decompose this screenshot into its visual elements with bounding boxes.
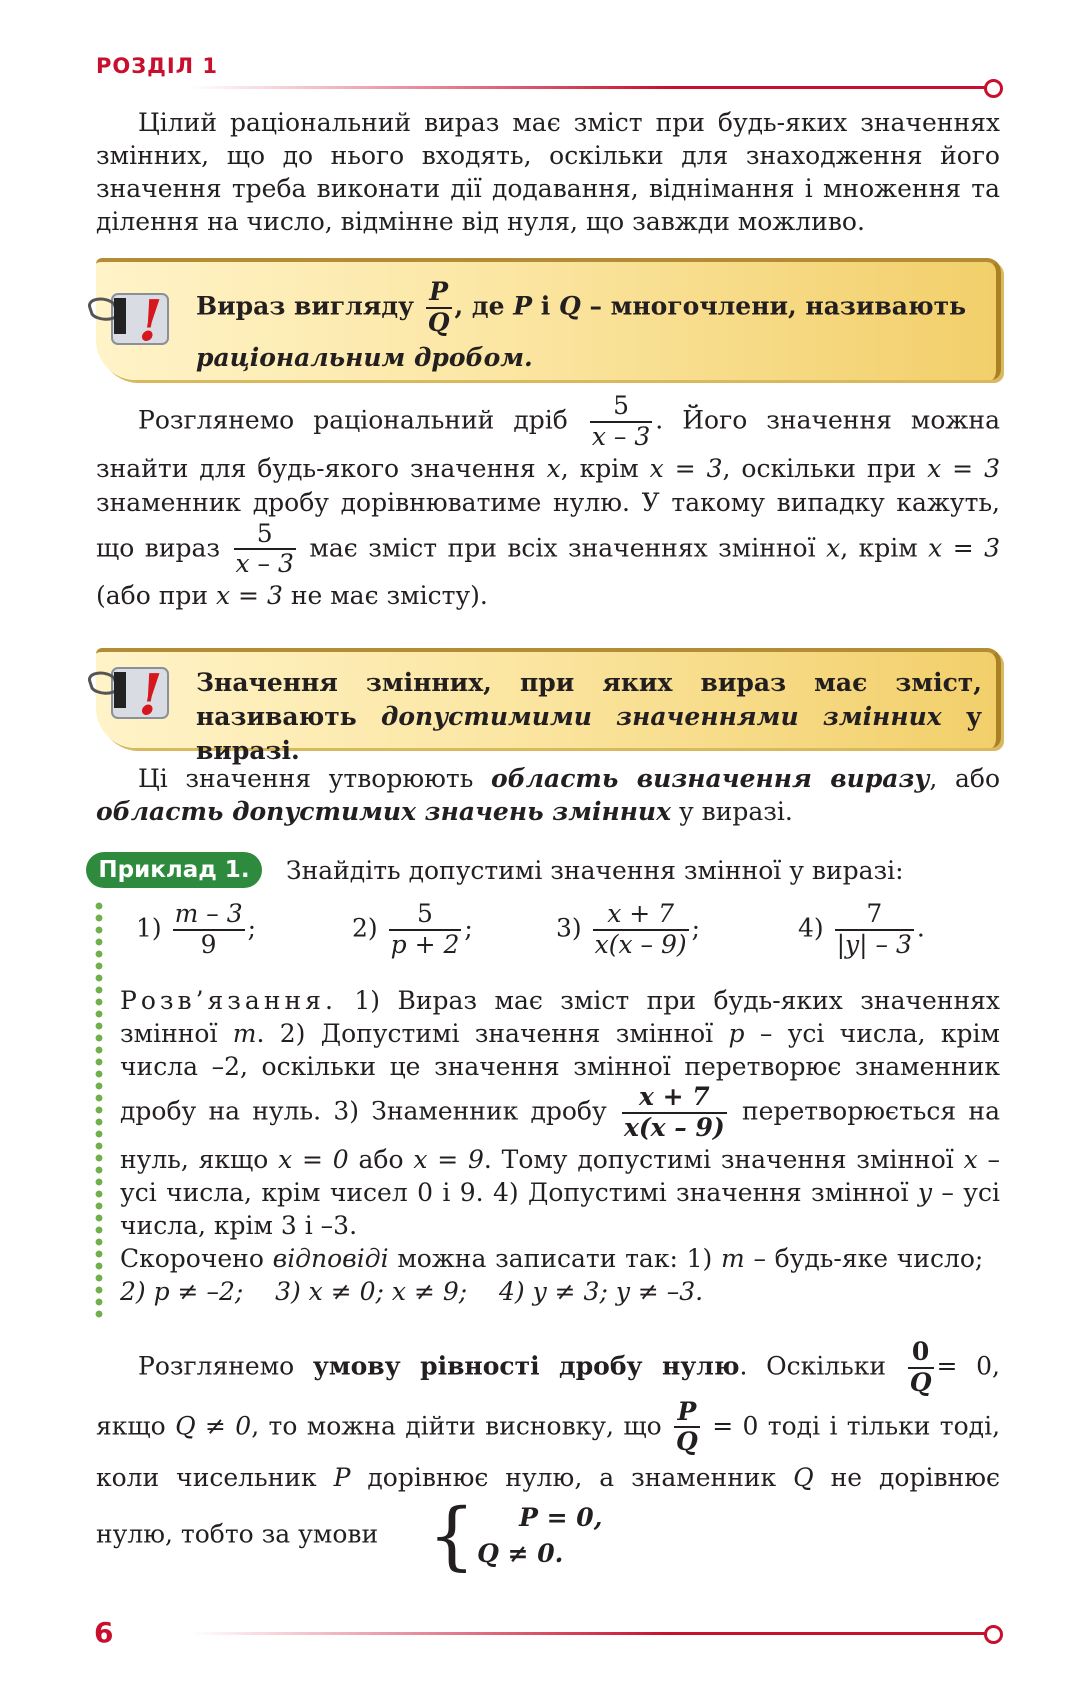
expression-3: 3) $\frac{x + 7}{x(x - 9)}$ ;: [556, 899, 701, 959]
definition-admissible-values: [96, 648, 1001, 765]
fraction-0-over-q: $\frac{0}{Q}$: [909, 1337, 932, 1397]
term-admissible-values: допустимими значеннями змінних: [380, 702, 942, 731]
fraction-x-plus-7: $\frac{x + 7}{x(x - 9)}$: [623, 1082, 725, 1142]
definition-text: Значення змінних, при яких вираз має зміст, називають допустимими значеннями змінних у виразі.: [196, 668, 982, 765]
paperclip-exclamation-icon: [84, 658, 184, 730]
zero-fraction-paragraph: Розглянемо умову рівності дробу нулю. Оскільки $\frac{0}{Q}$ = 0, якщо Q ≠ 0, то можна дійти висновку, що $\frac{P}{Q}$ = 0 тоді і тільки тоді, коли чисельник P дорівнює нулю, а знаменник Q не дорівнює нулю, тобто за умови { P = 0, Q ≠ 0.: [96, 1337, 1001, 1579]
fraction-5-over-x-minus-3: $\frac{5}{x - 3}$: [591, 391, 651, 451]
definition-text: Вираз вигляду $\frac{P}{Q}$ , де P і Q – многочлени, називають раціональним дробом.: [196, 277, 967, 372]
condition-system: P = 0, Q ≠ 0.: [477, 1503, 603, 1568]
footer-rule: [190, 1632, 988, 1635]
example-task: Знайдіть допустимі значення змінної у виразі:: [286, 856, 904, 885]
definition-rational-fraction: [96, 258, 1001, 380]
header-rule: [190, 86, 988, 89]
expression-2: 2) $\frac{5}{p + 2}$ ;: [352, 899, 473, 959]
svg-text:!: !: [138, 662, 163, 728]
term-rational-fraction: раціональним дробом.: [196, 342, 533, 372]
example-badge: Приклад 1.: [86, 852, 262, 888]
domain-paragraph: Ці значення утворюють область визначення виразу, або область допустимих значень змінних у виразі.: [96, 764, 1001, 826]
example-fraction-paragraph: Розглянемо раціональний дріб $\frac{5}{x - 3}$ . Його значення можна знайти для будь-якого значення x, крім x = 3, оскільки при x = 3 знаменник дробу дорівнюватиме нулю. У такому випадку кажуть, що вираз $\frac{5}{x - 3}$ має зміст при всіх значеннях змінної x, крім x = 3 (або при x = 3 не має змісту).: [96, 391, 1001, 610]
example-dotted-marker: [94, 900, 104, 1320]
header-rule-end: [984, 79, 1003, 98]
page-number: 6: [94, 1616, 114, 1649]
fraction-p-over-q: $\frac{P}{Q}$: [427, 277, 450, 337]
expression-4: 4) $\frac{7}{|y| - 3}$ .: [798, 899, 925, 959]
solution-word: Розв’язання.: [120, 986, 337, 1015]
example-expressions: [136, 892, 996, 978]
fraction-5-over-x-minus-3: $\frac{5}{x - 3}$: [235, 518, 294, 579]
footer-rule-end: [984, 1625, 1003, 1644]
expression-1: 1) $\frac{m - 3}{9}$ ;: [136, 899, 257, 959]
paperclip-exclamation-icon: [84, 284, 184, 356]
intro-paragraph: Цілий раціональний вираз має зміст при будь-яких значеннях змінних, що до нього входять, оскільки для знаходження його значення треба виконати дії додавання, віднімання і множення та ділення на число, відмінне від нуля, що завжди можливо.: [96, 108, 1000, 236]
svg-text:!: !: [138, 288, 163, 354]
section-label: РОЗДІЛ 1: [96, 54, 219, 78]
system-brace: {: [428, 1493, 476, 1579]
example-solution: Розв’язання. 1) Вираз має зміст при будь-яких значеннях змінної m. 2) Допустимі значення змінної p – усі числа, крім числа –2, оскільки це значення змінної перетворює знаменник дробу на нуль. 3) Знаменник дробу $\frac{x + 7}{x(x - 9)}$ перетворюється на нуль, якщо x = 0 або x = 9. Тому допустимі значення змінної x – усі числа, крім чисел 0 і 9. 4) Допустимі значення змінної y – усі числа, крім 3 і –3. Скорочено відповіді можна записати так: 1) m – будь-яке число; 2) p ≠ –2; 3) x ≠ 0; x ≠ 9; 4) y ≠ 3; y ≠ –3.: [120, 986, 1001, 1306]
fraction-p-over-q: $\frac{P}{Q}$: [676, 1396, 698, 1457]
